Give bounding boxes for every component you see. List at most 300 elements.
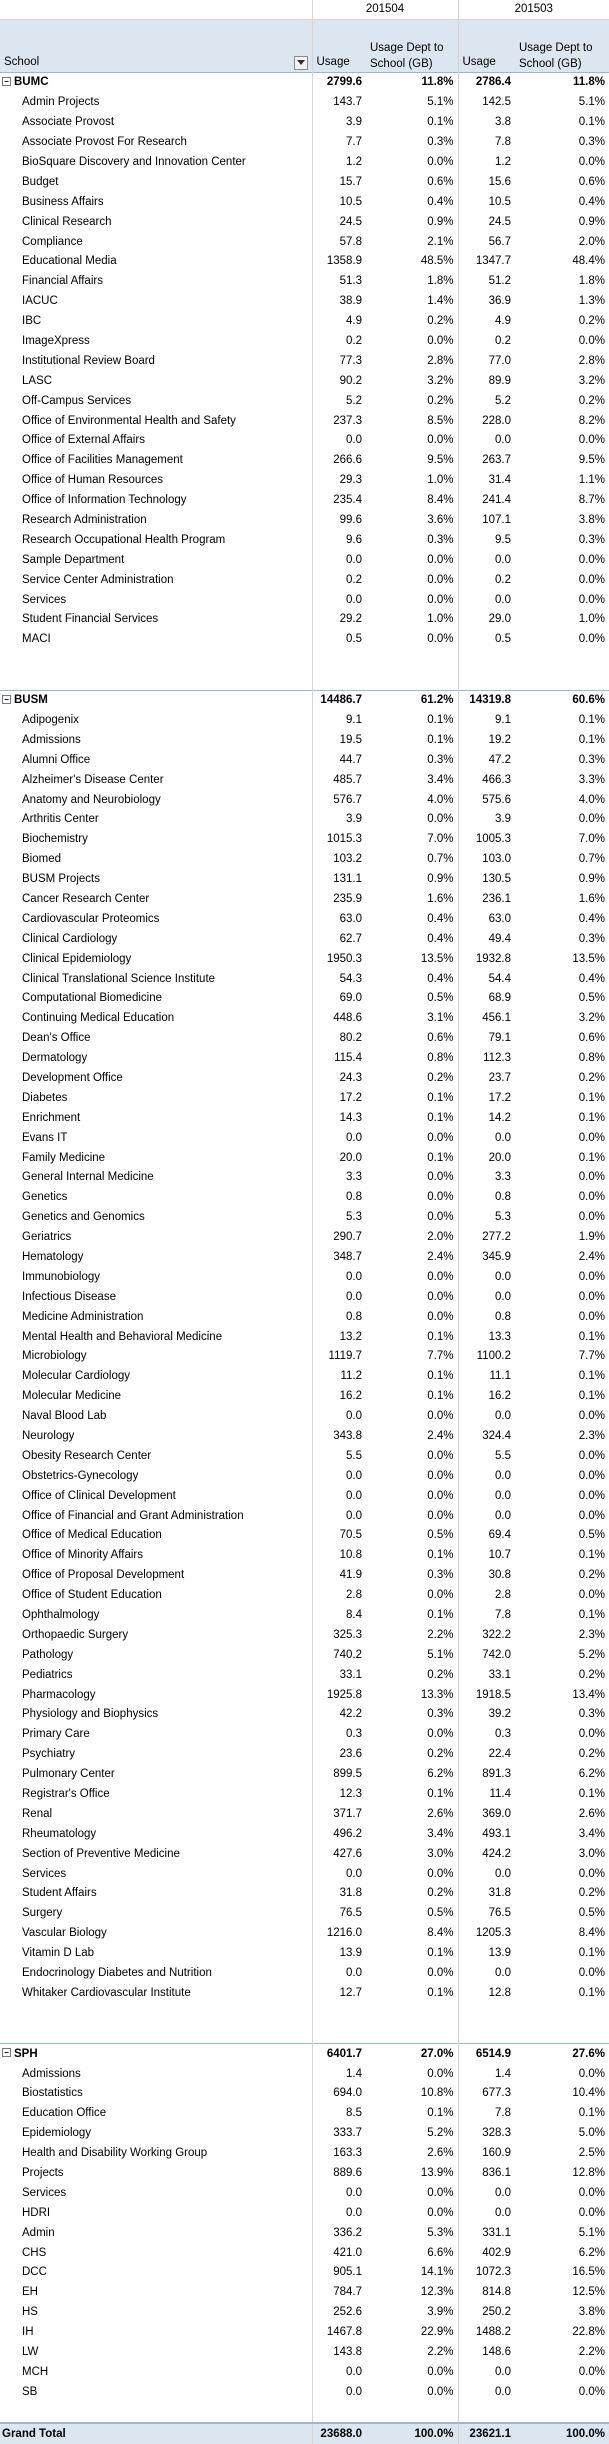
- department-name: Research Administration: [22, 514, 147, 527]
- table-row[interactable]: [0, 2223, 609, 2243]
- usage-pct-201503: 2.6%: [578, 1807, 605, 1820]
- school-row-sph[interactable]: [0, 2044, 609, 2064]
- table-row[interactable]: [0, 2183, 609, 2203]
- table-row[interactable]: [0, 1665, 609, 1685]
- table-row[interactable]: [0, 1506, 609, 1526]
- usage-201504: 44.7: [312, 750, 366, 770]
- usage-201503: 56.7: [458, 232, 515, 252]
- usage-pct-201504: 6.6%: [427, 2246, 454, 2259]
- school-column-header[interactable]: [0, 20, 312, 73]
- table-row[interactable]: [0, 1069, 609, 1089]
- table-row[interactable]: [0, 212, 609, 232]
- usage-201503: 7.8: [458, 133, 515, 153]
- table-row[interactable]: [0, 2104, 609, 2124]
- usage-pct-201503: 0.1%: [578, 733, 605, 746]
- usage-201503: 7.8: [458, 2104, 515, 2124]
- usage-201504: 7.7: [312, 133, 366, 153]
- table-row[interactable]: [0, 2203, 609, 2223]
- table-row[interactable]: [0, 1407, 609, 1427]
- usage-pct-201504: 4.0%: [427, 793, 454, 806]
- table-row[interactable]: [0, 1924, 609, 1944]
- table-row[interactable]: [0, 770, 609, 790]
- table-row[interactable]: [0, 1387, 609, 1407]
- usage-pct-201503: 0.0%: [578, 2385, 605, 2398]
- usage-pct-201504: 0.0%: [427, 335, 454, 348]
- grand-total-pct-201504: 100.0%: [366, 2423, 458, 2444]
- usage-201503: 575.6: [458, 790, 515, 810]
- collapse-toggle-icon[interactable]: −: [2, 2048, 11, 2057]
- empty-cell: [366, 2023, 458, 2043]
- department-name: MACI: [22, 633, 51, 646]
- usage-pct-201503: 2.0%: [578, 235, 605, 248]
- table-row[interactable]: [0, 1466, 609, 1486]
- usage-pct-201503: 0.0%: [578, 2186, 605, 2199]
- department-name: Neurology: [22, 1430, 75, 1442]
- empty-cell: [458, 650, 515, 670]
- usage-pct-201504: 0.4%: [427, 932, 454, 945]
- usage-201504: 252.6: [312, 2303, 366, 2323]
- school-pct-201503: 11.8%: [515, 73, 609, 93]
- usage-201504: 1216.0: [312, 1924, 366, 1944]
- table-row[interactable]: [0, 1546, 609, 1566]
- department-name: Microbiology: [22, 1350, 87, 1363]
- table-row[interactable]: [0, 1347, 609, 1367]
- department-name: Office of Environmental Health and Safety: [22, 414, 236, 427]
- table-row[interactable]: [0, 1128, 609, 1148]
- usage-201504: 131.1: [312, 870, 366, 890]
- usage-pct-201504: 0.0%: [427, 2067, 454, 2080]
- table-row[interactable]: [0, 1984, 609, 2004]
- usage-pct-201503: 22.8%: [572, 2326, 605, 2339]
- table-row[interactable]: [0, 312, 609, 332]
- usage-201504: 3.3: [312, 1168, 366, 1188]
- table-row[interactable]: [0, 371, 609, 391]
- table-row[interactable]: [0, 1625, 609, 1645]
- usage-201503: 5.2: [458, 391, 515, 411]
- usage-pct-201504: 0.1%: [427, 1549, 454, 1562]
- usage-201504: 10.8: [312, 1546, 366, 1566]
- department-name: Budget: [22, 175, 59, 188]
- empty-cell: [366, 2402, 458, 2423]
- table-row[interactable]: [0, 1248, 609, 1268]
- school-name[interactable]: [0, 73, 312, 93]
- table-row[interactable]: [0, 1029, 609, 1049]
- table-row[interactable]: [0, 1765, 609, 1785]
- collapse-toggle-icon[interactable]: −: [2, 77, 11, 86]
- table-row[interactable]: [0, 1486, 609, 1506]
- department-name: Cardiovascular Proteomics: [22, 912, 160, 925]
- table-row[interactable]: [0, 2124, 609, 2144]
- department-name: Services: [22, 1867, 67, 1880]
- table-row[interactable]: [0, 1427, 609, 1447]
- table-row[interactable]: [0, 1009, 609, 1029]
- table-row[interactable]: [0, 1108, 609, 1128]
- usage-pct-201504: 0.0%: [427, 1131, 454, 1144]
- usage-pct-201503: 0.3%: [578, 932, 605, 945]
- usage-201504: 54.3: [312, 969, 366, 989]
- table-row[interactable]: [0, 929, 609, 949]
- table-row[interactable]: [0, 2243, 609, 2263]
- table-row[interactable]: [0, 1844, 609, 1864]
- table-row[interactable]: [0, 2084, 609, 2104]
- department-name: Epidemiology: [22, 2127, 92, 2140]
- usage-pct-201503: 0.1%: [578, 1947, 605, 1960]
- school-row-bumc[interactable]: [0, 73, 609, 93]
- department-name: Endocrinology Diabetes and Nutrition: [22, 1967, 212, 1980]
- usage-pct-201504: 6.2%: [427, 1768, 454, 1781]
- table-row[interactable]: [0, 1446, 609, 1466]
- table-row[interactable]: [0, 1645, 609, 1665]
- usage-pct-201503: 12.8%: [572, 2166, 605, 2179]
- table-row[interactable]: [0, 1208, 609, 1228]
- usage-pct-201504: 0.0%: [427, 553, 454, 566]
- usage-pct-201503: 0.0%: [578, 1509, 605, 1522]
- usage-pct-201504: 0.5%: [427, 1907, 454, 1920]
- usage-201503: 814.8: [458, 2283, 515, 2303]
- usage-201504: 38.9: [312, 292, 366, 312]
- usage-201504: 0.0: [312, 1964, 366, 1984]
- usage-pct-201504: 12.3%: [420, 2286, 454, 2299]
- table-row[interactable]: [0, 1785, 609, 1805]
- usage-201504: 12.7: [312, 1984, 366, 2004]
- department-name: Clinical Research: [22, 215, 112, 228]
- table-row[interactable]: [0, 391, 609, 411]
- table-row[interactable]: [0, 1168, 609, 1188]
- usage-pct-201503: 13.5%: [572, 952, 605, 965]
- usage-201503: 742.0: [458, 1645, 515, 1665]
- table-row[interactable]: [0, 2164, 609, 2184]
- department-name: Education Office: [22, 2107, 107, 2120]
- table-row[interactable]: [0, 530, 609, 550]
- department-name: Business Affairs: [22, 195, 104, 208]
- table-row[interactable]: [0, 989, 609, 1009]
- table-row[interactable]: [0, 1586, 609, 1606]
- table-row[interactable]: [0, 1884, 609, 1904]
- department-name: Admin: [22, 2226, 55, 2239]
- table-row[interactable]: [0, 850, 609, 870]
- usage-pct-201503: 0.0%: [578, 553, 605, 566]
- usage-pct-201503: 6.2%: [578, 2246, 605, 2259]
- table-row[interactable]: [0, 1049, 609, 1069]
- table-row[interactable]: [0, 1606, 609, 1626]
- table-row[interactable]: [0, 2323, 609, 2343]
- usage-201503: 456.1: [458, 1009, 515, 1029]
- school-pct-201504: 11.8%: [366, 73, 458, 93]
- department-name: DCC: [22, 2266, 47, 2279]
- blank-row: [0, 670, 609, 690]
- usage-pct-201503: 0.0%: [578, 2067, 605, 2080]
- table-row[interactable]: [0, 790, 609, 810]
- table-row[interactable]: [0, 1287, 609, 1307]
- usage-201503: 345.9: [458, 1248, 515, 1268]
- table-row[interactable]: [0, 2263, 609, 2283]
- department-name: Obstetrics-Gynecology: [22, 1469, 139, 1482]
- usage-pct-201504: 0.5%: [427, 1529, 454, 1542]
- department-name: Development Office: [22, 1071, 123, 1084]
- department-name: Geriatrics: [22, 1231, 72, 1244]
- usage-201503: 3.9: [458, 810, 515, 830]
- table-row[interactable]: [0, 172, 609, 192]
- usage-pct-201503: 1.0%: [578, 613, 605, 626]
- usage-201503: 0.0: [458, 1964, 515, 1984]
- usage-pct-201504: 0.0%: [427, 813, 454, 826]
- usage-pct-201503: 2.3%: [578, 1430, 605, 1442]
- usage-201504: 576.7: [312, 790, 366, 810]
- usage-pct-201504: 0.1%: [427, 1986, 454, 1999]
- usage-201503: 322.2: [458, 1625, 515, 1645]
- usage-201504: 143.7: [312, 93, 366, 113]
- table-row[interactable]: [0, 113, 609, 133]
- usage-201504: 0.2: [312, 332, 366, 352]
- usage-201503: 0.5: [458, 630, 515, 650]
- usage-201503: 2.8: [458, 1586, 515, 1606]
- usage-pct-201503: 0.0%: [578, 1191, 605, 1204]
- usage-201504: 235.4: [312, 491, 366, 511]
- usage-201503: 29.0: [458, 610, 515, 630]
- table-row[interactable]: [0, 1725, 609, 1745]
- usage-pct-201503: 5.2%: [578, 1648, 605, 1661]
- table-row[interactable]: [0, 630, 609, 650]
- usage-201504: 694.0: [312, 2084, 366, 2104]
- table-row[interactable]: [0, 1864, 609, 1884]
- usage-201503: 0.0: [458, 1287, 515, 1307]
- table-row[interactable]: [0, 610, 609, 630]
- usage-201504: 143.8: [312, 2343, 366, 2363]
- table-row[interactable]: [0, 1944, 609, 1964]
- usage-pct-201504: 2.4%: [427, 1250, 454, 1263]
- usage-pct-201504: 0.0%: [427, 1867, 454, 1880]
- usage-201503: 31.8: [458, 1884, 515, 1904]
- table-row[interactable]: [0, 1088, 609, 1108]
- table-row[interactable]: [0, 93, 609, 113]
- usage-201503: 0.0: [458, 431, 515, 451]
- usage-201503: 24.5: [458, 212, 515, 232]
- table-row[interactable]: [0, 1267, 609, 1287]
- table-row[interactable]: [0, 2144, 609, 2164]
- usage-201503: 3.8: [458, 113, 515, 133]
- usage-201503: 236.1: [458, 890, 515, 910]
- table-row[interactable]: [0, 133, 609, 153]
- table-row[interactable]: [0, 1307, 609, 1327]
- table-row[interactable]: [0, 332, 609, 352]
- table-row[interactable]: [0, 2303, 609, 2323]
- table-row[interactable]: [0, 1824, 609, 1844]
- usage-pct-201504: 3.4%: [427, 1827, 454, 1840]
- department-name: HS: [22, 2306, 38, 2319]
- usage-pct-201504: 0.3%: [427, 1569, 454, 1582]
- table-row[interactable]: [0, 1685, 609, 1705]
- usage-pct-201503: 3.4%: [578, 1827, 605, 1840]
- table-row[interactable]: [0, 471, 609, 491]
- table-row[interactable]: [0, 969, 609, 989]
- usage-201504: 0.0: [312, 2183, 366, 2203]
- table-row[interactable]: [0, 2064, 609, 2084]
- usage-201503: 0.0: [458, 2183, 515, 2203]
- usage-pct-201504: 2.6%: [427, 1807, 454, 1820]
- usage-pct-201504: 1.8%: [427, 275, 454, 288]
- period-header-row: [0, 0, 609, 20]
- table-row[interactable]: [0, 2283, 609, 2303]
- school-name[interactable]: [0, 2044, 312, 2064]
- usage-201504: 421.0: [312, 2243, 366, 2263]
- usage-201503: 10.7: [458, 1546, 515, 1566]
- usage-201503: 16.2: [458, 1387, 515, 1407]
- usage-pct-201503: 3.0%: [578, 1847, 605, 1860]
- collapse-toggle-icon[interactable]: −: [2, 695, 11, 704]
- usage-pct-201503: 0.0%: [578, 1728, 605, 1741]
- usage-pct-201504: 0.1%: [427, 1091, 454, 1104]
- department-name: Infectious Disease: [22, 1290, 116, 1303]
- usage-pct-201504: 3.9%: [427, 2306, 454, 2319]
- usage-pct-201503: 0.5%: [578, 992, 605, 1005]
- table-row[interactable]: [0, 909, 609, 929]
- department-name: Family Medicine: [22, 1151, 106, 1164]
- table-row[interactable]: [0, 1228, 609, 1248]
- usage-201503: 160.9: [458, 2144, 515, 2164]
- filter-dropdown-icon[interactable]: [294, 56, 308, 70]
- table-row[interactable]: [0, 511, 609, 531]
- table-row[interactable]: [0, 1526, 609, 1546]
- table-row[interactable]: [0, 292, 609, 312]
- table-row[interactable]: [0, 1148, 609, 1168]
- table-row[interactable]: [0, 1367, 609, 1387]
- usage-pct-201504: 48.5%: [420, 255, 454, 268]
- table-row[interactable]: [0, 232, 609, 252]
- table-row[interactable]: [0, 570, 609, 590]
- school-name-label: BUMC: [14, 76, 49, 89]
- usage-pct-201503: 0.1%: [578, 116, 605, 129]
- usage-201503: 51.2: [458, 272, 515, 292]
- usage-pct-201503: 0.1%: [578, 1370, 605, 1383]
- department-name: Office of Financial and Grant Administration: [22, 1509, 244, 1522]
- department-name: Off-Campus Services: [22, 394, 132, 407]
- usage-pct-201503: 0.0%: [578, 813, 605, 826]
- table-row[interactable]: [0, 451, 609, 471]
- school-name-label: SPH: [14, 2047, 38, 2060]
- table-row[interactable]: [0, 491, 609, 511]
- empty-cell: [0, 650, 312, 670]
- usage-201504: 266.6: [312, 451, 366, 471]
- department-name: Office of Medical Education: [22, 1529, 162, 1542]
- usage-201503: 10.5: [458, 192, 515, 212]
- usage-201504: 0.0: [312, 1407, 366, 1427]
- grand-total-row: [0, 2423, 609, 2444]
- usage-201503: 328.3: [458, 2124, 515, 2144]
- usage-201503: 9.5: [458, 530, 515, 550]
- department-name: Office of Human Resources: [22, 474, 164, 487]
- usage-pct-201504: 0.0%: [427, 1290, 454, 1303]
- usage-pct-201503: 2.8%: [578, 354, 605, 367]
- table-row[interactable]: [0, 431, 609, 451]
- school-usage-201503: 6514.9: [458, 2044, 515, 2064]
- usage-201504: 24.3: [312, 1069, 366, 1089]
- usage-pct-201504: 0.0%: [427, 434, 454, 447]
- usage-pct-201503: 4.0%: [578, 793, 605, 806]
- table-row[interactable]: [0, 870, 609, 890]
- school-row-busm[interactable]: [0, 690, 609, 710]
- department-name: Pathology: [22, 1648, 74, 1661]
- department-name: Office of Information Technology: [22, 494, 187, 507]
- usage-pct-201504: 0.9%: [427, 215, 454, 228]
- table-row[interactable]: [0, 2362, 609, 2382]
- table-row[interactable]: [0, 1964, 609, 1984]
- table-row[interactable]: [0, 550, 609, 570]
- department-name: HDRI: [22, 2206, 51, 2219]
- department-name: Office of Student Education: [22, 1589, 162, 1602]
- usage-pct-201504: 0.0%: [427, 1589, 454, 1602]
- table-row[interactable]: [0, 272, 609, 292]
- usage-pct-201503: 7.7%: [578, 1350, 605, 1363]
- empty-cell: [366, 2003, 458, 2023]
- table-row[interactable]: [0, 1904, 609, 1924]
- usage-pct-201504: 0.1%: [427, 1788, 454, 1801]
- table-row[interactable]: [0, 750, 609, 770]
- usage-201504: 0.5: [312, 630, 366, 650]
- department-name: Compliance: [22, 235, 83, 248]
- table-row[interactable]: [0, 411, 609, 431]
- usage-pct-201504: 0.1%: [427, 713, 454, 726]
- usage-pct-201503: 5.1%: [578, 2226, 605, 2239]
- table-row[interactable]: [0, 590, 609, 610]
- table-row[interactable]: [0, 351, 609, 371]
- table-row[interactable]: [0, 890, 609, 910]
- usage-201503: 0.2: [458, 332, 515, 352]
- table-row[interactable]: [0, 730, 609, 750]
- blank-row: [0, 650, 609, 670]
- table-row[interactable]: [0, 252, 609, 272]
- table-row[interactable]: [0, 711, 609, 731]
- usage-201504: 0.0: [312, 2382, 366, 2402]
- table-row[interactable]: [0, 810, 609, 830]
- usage-pct-201504: 0.3%: [427, 136, 454, 149]
- school-name-label: BUSM: [14, 694, 48, 707]
- usage-201503: 22.4: [458, 1745, 515, 1765]
- usage-201503: 20.0: [458, 1148, 515, 1168]
- usage-201503: 15.6: [458, 172, 515, 192]
- table-row[interactable]: [0, 830, 609, 850]
- table-row[interactable]: [0, 2382, 609, 2402]
- table-row[interactable]: [0, 2343, 609, 2363]
- usage-pct-201504: 0.0%: [427, 2206, 454, 2219]
- table-row[interactable]: [0, 1327, 609, 1347]
- usage-201503: 31.4: [458, 471, 515, 491]
- table-row[interactable]: [0, 153, 609, 173]
- usage-201504: 0.0: [312, 1466, 366, 1486]
- table-row[interactable]: [0, 1745, 609, 1765]
- table-row[interactable]: [0, 1804, 609, 1824]
- usage-201504: 70.5: [312, 1526, 366, 1546]
- usage-201504: 57.8: [312, 232, 366, 252]
- usage-201503: 1488.2: [458, 2323, 515, 2343]
- school-name[interactable]: [0, 690, 312, 710]
- table-row[interactable]: [0, 949, 609, 969]
- usage-pct-201504: 0.3%: [427, 753, 454, 766]
- usage-pct-201504: 0.6%: [427, 175, 454, 188]
- usage-pct-201504: 0.5%: [427, 992, 454, 1005]
- department-name: Ophthalmology: [22, 1609, 100, 1622]
- usage-pct-201503: 0.1%: [578, 1549, 605, 1562]
- table-row[interactable]: [0, 1705, 609, 1725]
- table-row[interactable]: [0, 1566, 609, 1586]
- usage-pct-201504: 2.8%: [427, 354, 454, 367]
- usage-201504: 496.2: [312, 1824, 366, 1844]
- empty-cell: [515, 2023, 609, 2043]
- table-row[interactable]: [0, 192, 609, 212]
- usage-pct-201503: 0.9%: [578, 215, 605, 228]
- usage-pct-201504: 0.3%: [427, 1708, 454, 1721]
- usage-201503: 1347.7: [458, 252, 515, 272]
- table-row[interactable]: [0, 1188, 609, 1208]
